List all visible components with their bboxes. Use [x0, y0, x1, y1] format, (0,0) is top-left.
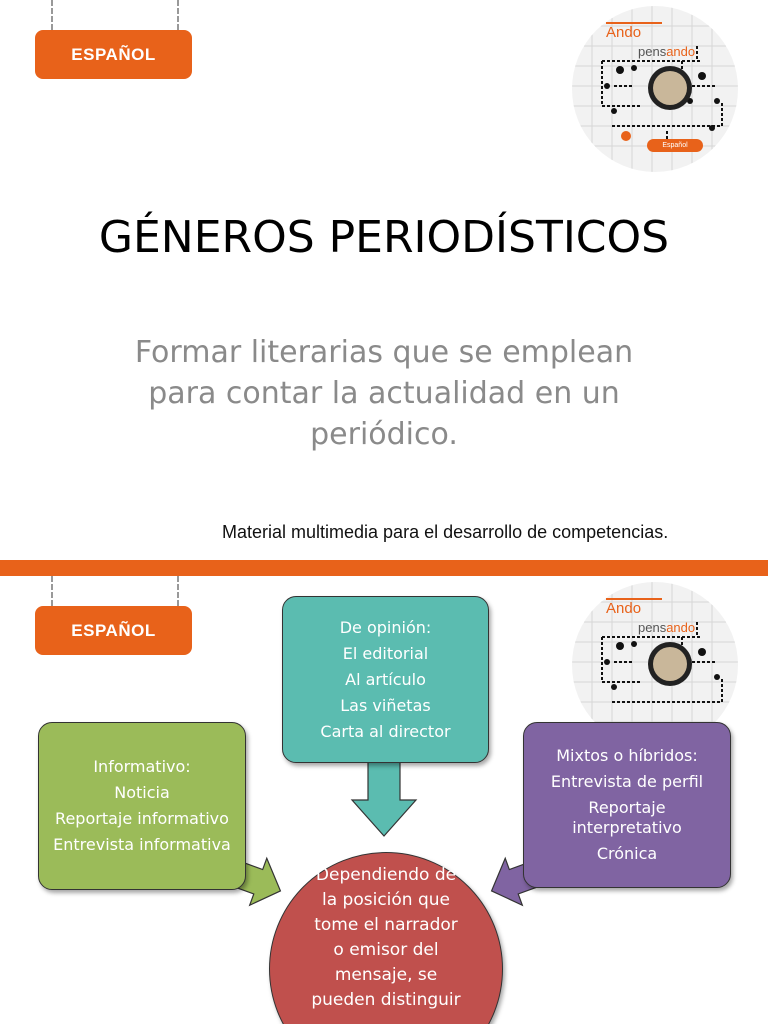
box-mixtos — [523, 722, 731, 888]
subtitle: Formar literarias que se emplean para contar la actualidad en un periódico. — [134, 335, 634, 452]
opinion-item: Las viñetas — [340, 695, 431, 715]
subject-tab: ESPAÑOL — [35, 30, 192, 79]
center-text — [290, 863, 482, 1013]
opinion-heading: De opinión: — [339, 617, 432, 637]
tab-hanger-left — [51, 576, 53, 606]
logo-pill: Español — [647, 139, 703, 152]
opinion-item: Carta al director — [320, 721, 451, 741]
mixtos-item: Crónica — [596, 844, 658, 863]
center-line: pueden distinguir — [311, 990, 461, 1010]
footer-text: Material multimedia para el desarrollo de competencias. — [222, 522, 669, 542]
logo-word-pensando: pensando — [638, 620, 696, 635]
box-informativo — [38, 722, 246, 890]
center-circle — [269, 852, 503, 1024]
informativo-item: Reportaje informativo — [55, 809, 229, 828]
arrow-down-icon — [350, 760, 418, 838]
slide-diagram — [0, 576, 768, 1024]
logo-word-ando: Ando — [606, 24, 642, 41]
opinion-item: Al artículo — [345, 669, 426, 689]
center-line: Dependiendo de — [315, 865, 457, 885]
subject-tab: ESPAÑOL — [35, 606, 192, 655]
tab-hanger-right — [177, 576, 179, 606]
ando-pensando-logo — [572, 6, 738, 172]
mixtos-item: Reportaje interpretativo — [572, 798, 682, 837]
opinion-item: El editorial — [342, 643, 429, 663]
page-title: GÉNEROS PERIODÍSTICOS — [98, 212, 670, 263]
mixtos-heading: Mixtos o híbridos: — [556, 746, 698, 765]
informativo-item: Noticia — [114, 783, 170, 802]
logo-word-ando: Ando — [606, 600, 642, 617]
tab-hanger-left — [51, 0, 53, 30]
tab-hanger-right — [177, 0, 179, 30]
center-line: mensaje, se — [334, 965, 438, 985]
center-line: tome el narrador — [314, 915, 458, 935]
box-opinion — [282, 596, 489, 763]
logo-word-pensando: pensando — [638, 44, 696, 59]
mixtos-item: Entrevista de perfil — [550, 772, 704, 791]
center-line: la posición que — [322, 890, 450, 910]
informativo-heading: Informativo: — [93, 757, 191, 776]
center-line: o emisor del — [333, 940, 439, 960]
informativo-item: Entrevista informativa — [53, 835, 231, 854]
slide-divider — [0, 560, 768, 576]
